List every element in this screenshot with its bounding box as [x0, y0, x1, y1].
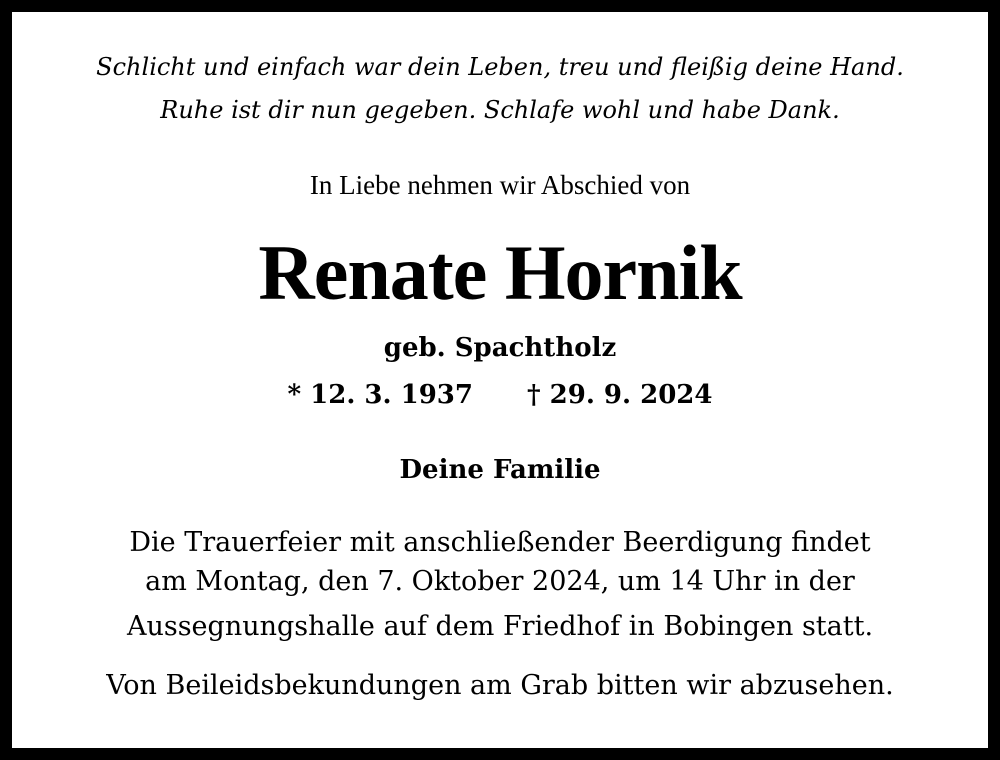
verse-line-2: Ruhe ist dir nun gegeben. Schlafe wohl und habe Dank. — [160, 96, 840, 124]
life-dates — [12, 380, 988, 410]
verse-line-1: Schlicht und einfach war dein Leben, treu und fleißig deine Hand. — [96, 53, 904, 81]
maiden-name: geb. Spachtholz — [383, 333, 617, 363]
ceremony-line-3: Aussegnungshalle auf dem Friedhof in Bobingen statt. — [126, 611, 874, 642]
condolence-note: Von Beileidsbekundungen am Grab bitten wir abzusehen. — [106, 670, 894, 701]
family-signature: Deine Familie — [399, 455, 601, 485]
deceased-name: Renate Hornik — [258, 229, 742, 316]
ceremony-line-1: Die Trauerfeier mit anschließender Beerdigung findet — [129, 527, 871, 558]
intro-text: In Liebe nehmen wir Abschied von — [309, 170, 691, 200]
death-date: † 29. 9. 2024 — [527, 380, 713, 410]
birth-date: * 12. 3. 1937 — [287, 380, 473, 410]
ceremony-line-2: am Montag, den 7. Oktober 2024, um 14 Uhr in der — [145, 566, 855, 597]
